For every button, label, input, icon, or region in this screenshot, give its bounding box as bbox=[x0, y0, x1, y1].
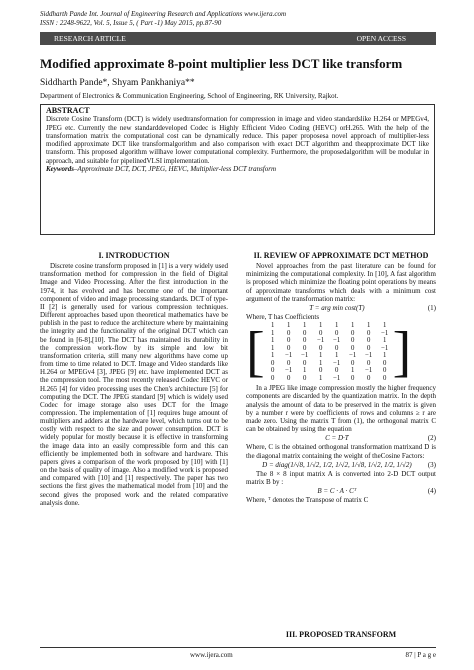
matrix-cell: 0 bbox=[366, 329, 371, 337]
matrix-cell: −1 bbox=[333, 337, 341, 345]
equation-2 bbox=[246, 433, 436, 443]
matrix-cell: 0 bbox=[366, 344, 371, 352]
where-t-coefficients: Where, T has Coefficients bbox=[246, 313, 320, 322]
equation-4-number: (4) bbox=[427, 487, 436, 496]
right-column bbox=[246, 252, 436, 504]
matrix-cell: 0 bbox=[382, 359, 387, 367]
matrix-cell: 0 bbox=[382, 367, 387, 375]
matrix-cell: 1 bbox=[366, 322, 371, 330]
matrix-cell: 0 bbox=[286, 337, 291, 345]
paper-title: Modified approximate 8-point multiplier less DCT like transform bbox=[40, 56, 403, 71]
proposed-heading: III. PROPOSED TRANSFORM bbox=[285, 630, 397, 639]
matrix-row bbox=[265, 375, 393, 383]
matrix-cell: −1 bbox=[381, 329, 389, 337]
review-paragraph-2: In a JPEG like image compression mostly the higher frequency components are discarded by the quantization matrix. In the depth analysis the amount of data to be preserved in the matrix is given by a number r were by coefficients of rows and columns ≥ r are made zero. Using the matrix T from (1), the orthogonal matrix C can be obtained by using the equation bbox=[246, 384, 436, 434]
matrix-cell: 1 bbox=[334, 352, 339, 360]
equation-2-body: C = D·T bbox=[325, 434, 349, 443]
equation-1-body: T = arg min cost(T) bbox=[309, 303, 365, 312]
matrix-row bbox=[265, 360, 393, 368]
equation-3 bbox=[246, 460, 436, 470]
matrix-cell: −1 bbox=[365, 352, 373, 360]
review-paragraph-4: The 8 × 8 input matrix A is converted into 2-D DCT output matrix B by : bbox=[246, 469, 436, 486]
matrix-cell: 1 bbox=[382, 337, 387, 345]
matrix-cell: 0 bbox=[302, 329, 307, 337]
matrix-cell: −1 bbox=[333, 374, 341, 382]
journal-header-line1: Siddharth Pande Int. Journal of Engineering Research and Applications www.ijera.com bbox=[40, 10, 287, 18]
matrix-cell: 0 bbox=[350, 374, 355, 382]
matrix-cell: 1 bbox=[302, 367, 307, 375]
matrix-cell: 0 bbox=[334, 344, 339, 352]
abstract-box bbox=[40, 104, 435, 235]
equation-3-body: D = diag(1/√8, 1/√2, 1/2, 1/√2, 1/√8, 1/√2, 1/2, 1/√2) bbox=[262, 460, 412, 469]
matrix-row bbox=[265, 345, 393, 353]
review-heading: II. REVIEW OF APPROXIMATE DCT METHOD bbox=[253, 251, 429, 260]
abstract-heading: ABSTRACT bbox=[46, 106, 90, 115]
matrix-table bbox=[265, 322, 393, 382]
matrix-cell: 0 bbox=[366, 374, 371, 382]
equation-4 bbox=[246, 486, 436, 496]
paper-authors: Siddharth Pande*, Shyam Pankhaniya** bbox=[40, 78, 195, 88]
matrix-cell: −1 bbox=[365, 367, 373, 375]
matrix-cell: 1 bbox=[382, 322, 387, 330]
review-paragraph-5: Where, ᵀ denotes the Transpose of matrix C bbox=[246, 496, 369, 505]
abstract-text: Discrete Cosine Transform (DCT) is widely usedtransformation for compression in image and video standardslike H.264 or MPEGv4, JPEG etc. Currently the new standarddeveloped Codec is Highly Efficient Video Coding (HEVC) orH.265. With the help of the transformation matrix the computational cost can be dynamically reduce. This paper proposesa novel approach of multiplier-less modified approximate DCT like transformalgorithm and also comparison with exact DCT algorithm and theapproximate DCT like transform. This proposed algorithm willhave lower computational complexity. Furthermore, the proposedalgorithm will be modular in approach, and suitable for pipelinedVLSI implementation. bbox=[46, 115, 429, 165]
keywords-label: Keywords bbox=[46, 165, 74, 174]
matrix-cell: −1 bbox=[381, 344, 389, 352]
matrix-cell: 0 bbox=[366, 359, 371, 367]
matrix-cell: 0 bbox=[270, 359, 275, 367]
matrix-cell: 1 bbox=[350, 322, 355, 330]
matrix-cell: 1 bbox=[270, 322, 275, 330]
journal-header bbox=[40, 10, 440, 28]
matrix-cell: −1 bbox=[301, 352, 309, 360]
equation-3-number: (3) bbox=[427, 460, 436, 469]
matrix-cell: 1 bbox=[382, 352, 387, 360]
matrix-row bbox=[265, 322, 393, 330]
matrix-cell: −1 bbox=[333, 359, 341, 367]
paper-affiliation: Department of Electronics & Communication Engineering, School of Engineering, RK University, Rajkot. bbox=[40, 92, 339, 100]
intro-heading: I. INTRODUCTION bbox=[98, 251, 170, 260]
matrix-cell: 0 bbox=[318, 344, 323, 352]
matrix-cell: −1 bbox=[317, 337, 325, 345]
matrix-cell: 0 bbox=[270, 374, 275, 382]
matrix-cell: 0 bbox=[366, 337, 371, 345]
left-column bbox=[40, 252, 228, 507]
matrix-cell: 0 bbox=[270, 367, 275, 375]
equation-4-body: B = C · A · Cᵀ bbox=[317, 487, 357, 496]
matrix-cell: 0 bbox=[286, 329, 291, 337]
matrix-cell: 1 bbox=[270, 344, 275, 352]
matrix-cell: 0 bbox=[350, 329, 355, 337]
matrix-cell: 1 bbox=[302, 322, 307, 330]
open-access-label: OPEN ACCESS bbox=[356, 34, 406, 43]
footer-url: www.ijera.com bbox=[190, 651, 233, 659]
matrix-cell: −1 bbox=[349, 352, 357, 360]
article-type-bar bbox=[40, 32, 436, 45]
matrix-cell: 0 bbox=[318, 329, 323, 337]
research-article-label: RESEARCH ARTICLE bbox=[54, 34, 126, 43]
matrix-row bbox=[265, 330, 393, 338]
matrix-cell: 0 bbox=[350, 359, 355, 367]
coefficient-matrix bbox=[246, 322, 436, 382]
matrix-cell: 0 bbox=[334, 367, 339, 375]
matrix-cell: 1 bbox=[286, 322, 291, 330]
matrix-row bbox=[265, 352, 393, 360]
matrix-cell: −1 bbox=[285, 367, 293, 375]
keywords-text: –Approximate DCT, DCT, JPEG, HEVC, Multiplier-less DCT transform bbox=[74, 165, 277, 174]
matrix-cell: 0 bbox=[318, 367, 323, 375]
matrix-cell: 0 bbox=[302, 344, 307, 352]
matrix-cell: 1 bbox=[318, 352, 323, 360]
matrix-row bbox=[265, 337, 393, 345]
matrix-cell: 1 bbox=[318, 374, 323, 382]
matrix-left-bracket: [ bbox=[246, 321, 265, 384]
matrix-row bbox=[265, 367, 393, 375]
matrix-cell: 1 bbox=[270, 352, 275, 360]
matrix-cell: 0 bbox=[286, 374, 291, 382]
matrix-cell: 0 bbox=[334, 329, 339, 337]
page-number: 87 | P a g e bbox=[405, 651, 436, 659]
intro-paragraph: Discrete cosine transform proposed in [1] is a very widely used transformation method for compression in the field of Digital Image and Video Processing. After the first introduction in the 1974, it has evolved and has become one of the important component of video and image processing standards. DCT of type-II [2] is generally used for various compression techniques. Different approaches based upon theoretical mathematics have be publish in the past to reduce the architecture where by maintaining the integrity and the functionality of the original DCT which can be found in [6-8],[10]. The DCT has maintained its durability in the compression work-flow by its simple and low bit transformation criteria, still many new algorithms have come up from time to time related to DCT. Image and Video standards like H.264 or MPEGv4 [3], JPEG [9] etc. have implemented DCT as the compression tool. The most recently released Codec HEVC or H.265 [4] for video processing uses the Chen's architecture [5] for computing the DCT. The JPEG standard [9] which is widely used Codec for image storage also uses DCT for the Image compression. The implementation of [1] requires huge amount of multipliers and adders at the hardware level, which turns out to be costly with respect to the size and power consumption. DCT is widely popular for mostly because it is effective in transforming the image data into an easily compressible form and this can efficiently be implemented both in software and hardware. This papers gives a comparison of the work proposed by [10] with [1] on the basis of quality of image. Also a modified work is proposed and compared with [10] and [1] respectively. The paper has two sections the first gives the mathematical model from [10] and the second gives the proposed work and the related comparative analysis done. bbox=[40, 262, 228, 507]
equation-1-number: (1) bbox=[427, 303, 436, 312]
matrix-cell: 1 bbox=[318, 359, 323, 367]
matrix-cell: 0 bbox=[286, 344, 291, 352]
matrix-cell: 0 bbox=[302, 359, 307, 367]
matrix-cell: 1 bbox=[270, 337, 275, 345]
matrix-cell: 1 bbox=[270, 329, 275, 337]
review-paragraph-3: Where, C is the obtained orthogonal transformation matrixand D is the diagonal matrix containing the weight of theCosine Factors: bbox=[246, 443, 436, 460]
matrix-cell: 0 bbox=[286, 359, 291, 367]
matrix-cell: 1 bbox=[334, 322, 339, 330]
matrix-cell: −1 bbox=[285, 352, 293, 360]
matrix-cell: 1 bbox=[318, 322, 323, 330]
journal-header-line2: ISSN : 2248-9622, Vol. 5, Issue 5, ( Part -1) May 2015, pp.87-90 bbox=[40, 19, 222, 27]
matrix-cell: 0 bbox=[350, 344, 355, 352]
matrix-cell: 0 bbox=[302, 374, 307, 382]
matrix-cell: 0 bbox=[382, 374, 387, 382]
keywords bbox=[46, 165, 429, 173]
equation-2-number: (2) bbox=[427, 434, 436, 443]
matrix-right-bracket: ] bbox=[392, 321, 412, 384]
matrix-cell: 1 bbox=[350, 367, 355, 375]
review-paragraph-1: Novel approaches from the past literature can be found for minimizing the computational complexity. In [10], A fast algorithm is proposed which minimize the floating point operations by means of approximate transforms which deals with a minimum cost argument of the transformation matrix: bbox=[246, 262, 436, 303]
equation-1 bbox=[246, 303, 436, 313]
matrix-cell: 0 bbox=[350, 337, 355, 345]
page-footer bbox=[40, 647, 436, 659]
matrix-cell: 0 bbox=[302, 337, 307, 345]
